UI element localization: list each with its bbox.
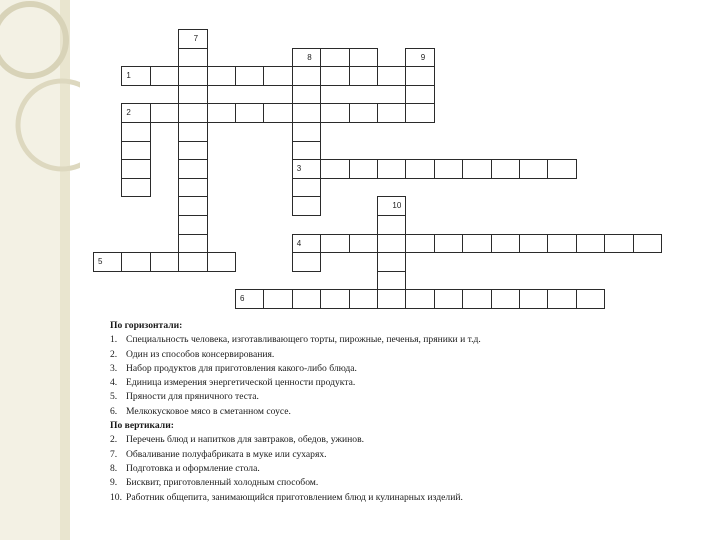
crossword-cell[interactable] xyxy=(491,289,520,309)
crossword-cell[interactable] xyxy=(320,66,349,86)
crossword-cell[interactable] xyxy=(405,85,434,105)
crossword-cell[interactable] xyxy=(349,48,378,68)
crossword-cell[interactable] xyxy=(178,85,207,105)
crossword-cell[interactable] xyxy=(405,159,434,179)
crossword-cell[interactable] xyxy=(178,103,207,123)
crossword-cell[interactable] xyxy=(491,234,520,254)
crossword-cell[interactable] xyxy=(292,196,321,216)
clue-text: Специальность человека, изготавливающего торты, пирожные, печенья, пряники и т.д. xyxy=(126,334,481,346)
clue-index: 2. xyxy=(110,434,118,446)
crossword-cell[interactable] xyxy=(349,289,378,309)
clue-index: 8. xyxy=(110,462,118,474)
crossword-cell[interactable] xyxy=(292,85,321,105)
vertical-heading: По вертикали: xyxy=(110,420,174,432)
crossword-cell[interactable] xyxy=(462,159,491,179)
crossword-cell[interactable] xyxy=(377,252,406,272)
crossword-cell[interactable] xyxy=(377,215,406,235)
crossword-cell[interactable] xyxy=(604,234,633,254)
clue-text: Единица измерения энергетической ценности продукта. xyxy=(126,377,356,389)
crossword-cell[interactable] xyxy=(150,66,179,86)
clue-text: Мелкокусковое мясо в сметанном соусе. xyxy=(126,405,291,417)
crossword-cell[interactable] xyxy=(320,159,349,179)
crossword-cell[interactable] xyxy=(349,234,378,254)
clue-number: 6 xyxy=(240,294,245,304)
crossword-cell[interactable] xyxy=(349,159,378,179)
crossword-cell[interactable] xyxy=(320,48,349,68)
crossword-cell[interactable] xyxy=(207,66,236,86)
clue-number: 4 xyxy=(296,238,302,248)
clue-item xyxy=(110,476,710,490)
crossword-cell[interactable] xyxy=(150,252,179,272)
crossword-cell[interactable] xyxy=(178,66,207,86)
crossword-cell[interactable] xyxy=(178,141,207,161)
crossword-cell[interactable] xyxy=(121,122,150,142)
crossword-cell[interactable] xyxy=(292,122,321,142)
crossword-cell[interactable] xyxy=(121,178,150,198)
clue-text: Набор продуктов для приготовления какого-либо блюда. xyxy=(126,362,357,374)
clue-item xyxy=(110,376,710,390)
clue-text: Работник общепита, занимающийся приготовлением блюд и кулинарных изделий. xyxy=(126,491,463,503)
clue-index: 7. xyxy=(110,448,118,460)
crossword-cell[interactable] xyxy=(377,103,406,123)
horizontal-clues xyxy=(110,333,710,419)
crossword-cell[interactable] xyxy=(462,289,491,309)
crossword-cell[interactable] xyxy=(178,234,207,254)
clue-index: 5. xyxy=(110,391,118,403)
crossword-cell[interactable] xyxy=(377,234,406,254)
crossword-cell[interactable] xyxy=(405,66,434,86)
clue-item xyxy=(110,448,710,462)
crossword-cell[interactable] xyxy=(292,141,321,161)
clue-number: 5 xyxy=(98,257,103,267)
clue-text: Один из способов консервирования. xyxy=(126,348,275,360)
crossword-cell[interactable] xyxy=(235,66,264,86)
crossword-cell[interactable] xyxy=(178,252,207,272)
crossword-cell[interactable] xyxy=(263,66,292,86)
crossword-cell[interactable] xyxy=(633,234,662,254)
crossword-cell[interactable] xyxy=(292,252,321,272)
crossword-cell[interactable] xyxy=(405,234,434,254)
crossword-cell[interactable] xyxy=(178,215,207,235)
clue-item xyxy=(110,491,710,505)
clue-number: 7 xyxy=(193,34,199,43)
clue-number: 9 xyxy=(420,52,426,62)
clue-item xyxy=(110,433,710,447)
crossword-cell[interactable] xyxy=(519,289,548,309)
crossword-cell[interactable] xyxy=(320,289,349,309)
crossword-cell[interactable] xyxy=(207,252,236,272)
crossword-cell[interactable] xyxy=(178,159,207,179)
clue-item xyxy=(110,333,710,347)
crossword-cell[interactable] xyxy=(519,159,548,179)
clue-item xyxy=(110,462,710,476)
crossword-cell[interactable] xyxy=(377,289,406,309)
horizontal-heading: По горизонтали: xyxy=(110,320,183,331)
crossword-cell[interactable] xyxy=(178,48,207,68)
clue-number: 1 xyxy=(126,71,131,81)
crossword-cell[interactable] xyxy=(377,159,406,179)
crossword-cell[interactable] xyxy=(207,103,236,123)
crossword-cell[interactable] xyxy=(235,103,264,123)
clue-index: 4. xyxy=(110,377,118,389)
crossword-cell[interactable] xyxy=(292,103,321,123)
crossword-cell[interactable] xyxy=(263,289,292,309)
clue-number: 10 xyxy=(392,201,402,211)
clue-number: 3 xyxy=(296,164,302,174)
crossword-cell[interactable] xyxy=(178,178,207,198)
crossword-cell[interactable] xyxy=(377,271,406,291)
clue-number: 8 xyxy=(307,52,312,62)
crossword-cell[interactable] xyxy=(320,103,349,123)
crossword-cell[interactable] xyxy=(491,159,520,179)
clue-item xyxy=(110,405,710,419)
crossword-cell[interactable] xyxy=(292,178,321,198)
clue-number: 2 xyxy=(126,108,131,118)
crossword-cell[interactable] xyxy=(377,66,406,86)
crossword-cell[interactable] xyxy=(349,103,378,123)
crossword-cell[interactable] xyxy=(405,103,434,123)
crossword-cell[interactable] xyxy=(434,289,463,309)
crossword-cell[interactable] xyxy=(519,234,548,254)
crossword-cell[interactable] xyxy=(434,159,463,179)
crossword-cell[interactable] xyxy=(292,289,321,309)
crossword-cell[interactable] xyxy=(405,289,434,309)
clue-index: 9. xyxy=(110,477,118,489)
crossword-cell[interactable] xyxy=(263,103,292,123)
crossword-cell[interactable] xyxy=(292,66,321,86)
vertical-clues xyxy=(110,433,710,504)
crossword-cell[interactable] xyxy=(178,122,207,142)
clue-item xyxy=(110,362,710,376)
clue-list xyxy=(110,319,710,505)
crossword-cell[interactable] xyxy=(547,234,576,254)
clue-index: 10. xyxy=(110,491,122,503)
crossword-cell[interactable] xyxy=(547,289,576,309)
crossword-cell[interactable] xyxy=(547,159,576,179)
clue-index: 3. xyxy=(110,362,118,374)
crossword-cell[interactable] xyxy=(178,196,207,216)
crossword-cell[interactable] xyxy=(434,234,463,254)
clue-index: 6. xyxy=(110,405,118,417)
crossword-cell[interactable] xyxy=(121,141,150,161)
clue-text: Перечень блюд и напитков для завтраков, обедов, ужинов. xyxy=(126,434,365,446)
clue-index: 1. xyxy=(110,334,118,346)
clue-index: 2. xyxy=(110,348,118,360)
crossword-cell[interactable] xyxy=(320,234,349,254)
crossword-cell[interactable] xyxy=(462,234,491,254)
clue-text: Обваливание полуфабриката в муке или сухарях. xyxy=(126,448,327,460)
crossword-cell[interactable] xyxy=(121,159,150,179)
clue-text: Бисквит, приготовленный холодным способом. xyxy=(126,477,319,489)
crossword-cell[interactable] xyxy=(576,289,605,309)
crossword-cell[interactable] xyxy=(150,103,179,123)
clue-text: Пряности для пряничного теста. xyxy=(126,391,259,403)
clue-item xyxy=(110,390,710,404)
crossword-cell[interactable] xyxy=(576,234,605,254)
clue-item xyxy=(110,348,710,362)
crossword-cell[interactable] xyxy=(349,66,378,86)
crossword-cell[interactable] xyxy=(121,252,150,272)
clue-text: Подготовка и оформление стола. xyxy=(126,462,260,474)
